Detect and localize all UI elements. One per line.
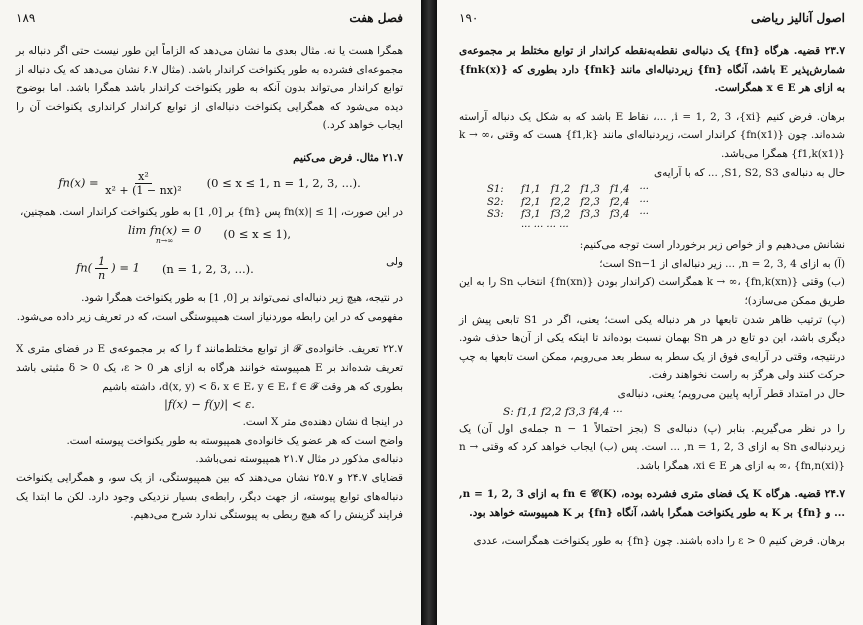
example-formula <box>16 170 403 197</box>
value-domain: (n = 1, 2, 3, ...). <box>161 261 254 276</box>
theorem-23-text: ۲۳.۷ قضیه. هرگاه {fn} یک دنباله‌ی نقطه‌به‌نقطه کراندار از توابع مختلط بر مجموعه‌ی شمارش‌پذیر E باشد، آنگاه {fn} زیردنباله‌ای مانند {fnk} دارد بطوری که {fnk(x)} به ازای هر x ∈ E همگراست. <box>459 45 846 95</box>
but-word: ولی <box>386 256 403 269</box>
right-page <box>437 0 863 625</box>
array-term: f3,1 <box>521 209 541 221</box>
properties-intro: نشانش می‌دهیم و از خواص زیر برخوردار است توجه می‌کنیم: <box>579 239 845 252</box>
property-c: (پ) ترتیب ظاهر شدن تابعها در هر دنباله یکی است؛ یعنی، اگر در S1 تابعی پیش از دیگری باشد، این دو تابع در هر Sn بهمان نسبت بوده‌اند تا اینکه یکی از آن‌ها حذف شود. درنتیجه، وقتی در آرایه‌ی فوق از یک سطر به سطر بعد می‌رویم، ممکن است تابعها به چپ حرکت کنند ولی هرگز به راست نخواهند رفت. <box>459 313 845 382</box>
proof-text: برهان. فرض کنیم {xi}، i = 1, 2, 3, ...، نقاط E باشد که به شکل یک دنباله آراسته شده‌اند. چون {fn(x1)} کراندار است، زیردنباله‌ای مانند {f1,k} هست که وقتی k → ∞، {f1,k(x1)} همگرا می‌باشد. <box>459 110 845 160</box>
example-heading: ۲۱.۷ مثال. فرض می‌کنیم <box>293 151 403 164</box>
conclusion-text: در نتیجه، هیچ زیر دنباله‌ای نمی‌تواند بر [0, 1] به طور یکنواخت همگرا شود. <box>81 292 403 305</box>
function-array-row <box>487 197 845 210</box>
array-term: f1,4 <box>609 184 630 196</box>
definition-formula: |f(x) − f(y)| < ε. <box>164 397 255 412</box>
property-a: (آ) به ازای n = 2, 3, 4, ... زیر دنباله‌ای از Sn−1 است؛ <box>599 257 845 270</box>
diagonal-text: را در نظر می‌گیریم. بنابر (پ) دنباله‌ی S (بجز احتمالاً n − 1 جمله‌ی اول آن) یک زیردنباله‌ی Sn به ازای n = 1, 2, 3, ... است. پس (ب) ایجاب خواهد کرد که وقتی n → ∞، {fn,n(xi)} به ازای هر xi ∈ E، همگرا باشد. <box>459 422 845 472</box>
array-row-label: S1: <box>487 184 504 196</box>
value-fraction-denominator: n <box>98 269 106 283</box>
sequence-text: دنباله‌ی مذکور در مثال ۲۱.۷ همپیوسته نمی‌باشد. <box>195 453 403 466</box>
function-array-row <box>487 184 845 197</box>
limit-domain: (0 ≤ x ≤ 1), <box>223 227 291 242</box>
array-term: f2,4 <box>609 196 630 208</box>
example-fraction <box>105 170 181 197</box>
value-fraction-numerator: 1 <box>95 255 108 269</box>
right-page-header <box>459 8 845 28</box>
diagonal-intro: حال در امتداد قطر آرایه پایین می‌رویم؛ یعنی، دنباله‌ی <box>617 387 845 400</box>
function-array-dots-row <box>487 222 845 235</box>
array-term: f3,2 <box>550 209 571 221</box>
value-rhs: = 1 <box>119 260 140 275</box>
definition-text: ۲۲.۷ تعریف. خانواده‌ی 𝓕 از توابع مختلط‌مانند f را که بر مجموعه‌ی E در فضای متری X تعریف شده‌اند بر E همپیوسته خوانند هرگاه به ازای هر ε > 0، یک δ > 0 مثبتی باشد بطوری که هر وقت d(x, y) < δ، x ∈ E، y ∈ E، f ∈ 𝓕، داشته باشیم <box>16 343 404 393</box>
left-page-header <box>16 8 403 28</box>
limit-subscript: n→∞ <box>155 236 174 246</box>
array-term: f3,4 <box>609 209 630 221</box>
value-formula-block <box>16 249 403 289</box>
array-term: f3,3 <box>580 209 600 221</box>
value-formula: fn( $\frac{1}{n}$ ) = 1 (n = 1, 2, 3, ...). <box>76 255 254 283</box>
diagonal-sequence: S: f1,1 f2,2 f3,3 f4,4 ··· <box>503 405 623 418</box>
theorems-text: قضایای ۲۴.۷ و ۲۵.۷ نشان می‌دهند که بین همپیوستگی، از یک سو، و همگرایی یکنواخت دنباله‌های توابع پیوسته، از جهت دیگر، رابطه‌ی بسیار نزدیکی وجود دارد. لکن ما ابتدا یک فرایند گزینش را که هیچ ربطی به پیوستگی ندارد شرح می‌دهیم. <box>16 471 403 522</box>
array-dots: ··· ··· ··· ··· <box>521 221 569 233</box>
array-row-label: S2: <box>487 196 504 208</box>
array-term: ··· <box>639 209 649 221</box>
value-fraction <box>95 255 108 282</box>
array-term: f1,1 <box>521 184 541 196</box>
array-term: f2,3 <box>580 196 600 208</box>
member-text: واضح است که هر عضو یک خانواده‌ی همپیوسته به طور یکنواخت پیوسته است. <box>66 434 403 447</box>
left-page-number: ۱۸۹ <box>16 11 36 25</box>
property-b: (ب) وقتی k → ∞، {fn,k(xn)} همگراست (کراندار بودن {fn(xn)} انتخاب Sn را به این طریق ممکن می‌سازد)؛ <box>459 276 845 307</box>
theorem-24-text: ۲۴.۷ قضیه. هرگاه K یک فضای متری فشرده بوده، fn ∈ 𝒞(K) به ازای n = 1, 2, 3, ... و {fn} بر K به طور یکنواخت همگرا باشد، آنگاه {fn} بر K همپیوسته خواهد بود. <box>459 488 846 519</box>
array-term: f1,2 <box>550 184 571 196</box>
function-array-row <box>487 209 845 222</box>
limit-formula <box>16 223 403 245</box>
left-page-chapter-title: فصل هفت <box>349 11 403 25</box>
example-formula-domain: (0 ≤ x ≤ 1, n = 1, 2, 3, ...). <box>206 176 361 191</box>
array-row-label: S3: <box>487 209 504 221</box>
example-fraction-denominator: x² + (1 − nx)² <box>105 183 182 197</box>
book-gutter <box>421 0 437 625</box>
bounded-text: در این صورت، |fn(x)| ≤ 1 پس {fn} بر [0, 1] به طور یکنواخت کراندار است. همچنین، <box>20 205 403 218</box>
example-formula-lhs: fn(x) = <box>58 175 99 190</box>
array-term: f2,2 <box>550 196 571 208</box>
intro-paragraph: همگرا هست یا نه. مثال بعدی ما نشان می‌دهد که الزاماً این طور نیست حتی اگر دنباله بر مجموعه‌ای فشرده به طور یکنواخت کراندار باشد. (مثال ۶.۷ نشان می‌دهد که یک دنباله از توابع کراندار می‌تواند بدون آنکه به طور یکنواخت کراندار باشد همگرا باشد. اما بوضوح دیده می‌شود که همگرایی یکنواخت دنباله‌ای از توابع کراندار کرانداری یکنواخت آن را ایجاب خواهد کرد.) <box>16 45 403 132</box>
function-array <box>487 184 845 234</box>
left-page <box>0 0 421 625</box>
limit-expression <box>128 223 201 245</box>
array-term: ··· <box>639 184 649 196</box>
example-fraction-numerator: x² <box>135 170 152 184</box>
concept-text: مفهومی که در این رابطه موردنیاز است همپیوستگی است، که در تعریف زیر داده می‌شود. <box>16 310 403 323</box>
array-term: f2,1 <box>521 196 541 208</box>
right-page-book-title: اصول آنالیز ریاضی <box>750 11 845 25</box>
proof-2-text: برهان. فرض کنیم ε > 0 را داده باشند. چون {fn} به طور یکنواخت همگراست، عددی <box>473 535 845 548</box>
here-d-text: در اینجا d نشان دهنده‌ی متر X است. <box>242 416 403 429</box>
array-intro: حال به دنباله‌ی S1, S2, S3, ... که با آرایه‌ی <box>654 166 845 179</box>
array-term: ··· <box>639 196 649 208</box>
array-term: f1,3 <box>580 184 600 196</box>
right-page-number: ۱۹۰ <box>459 11 479 25</box>
value-lhs: fn <box>76 260 88 275</box>
limit-expr-text: lim fn(x) = 0 <box>128 223 202 238</box>
